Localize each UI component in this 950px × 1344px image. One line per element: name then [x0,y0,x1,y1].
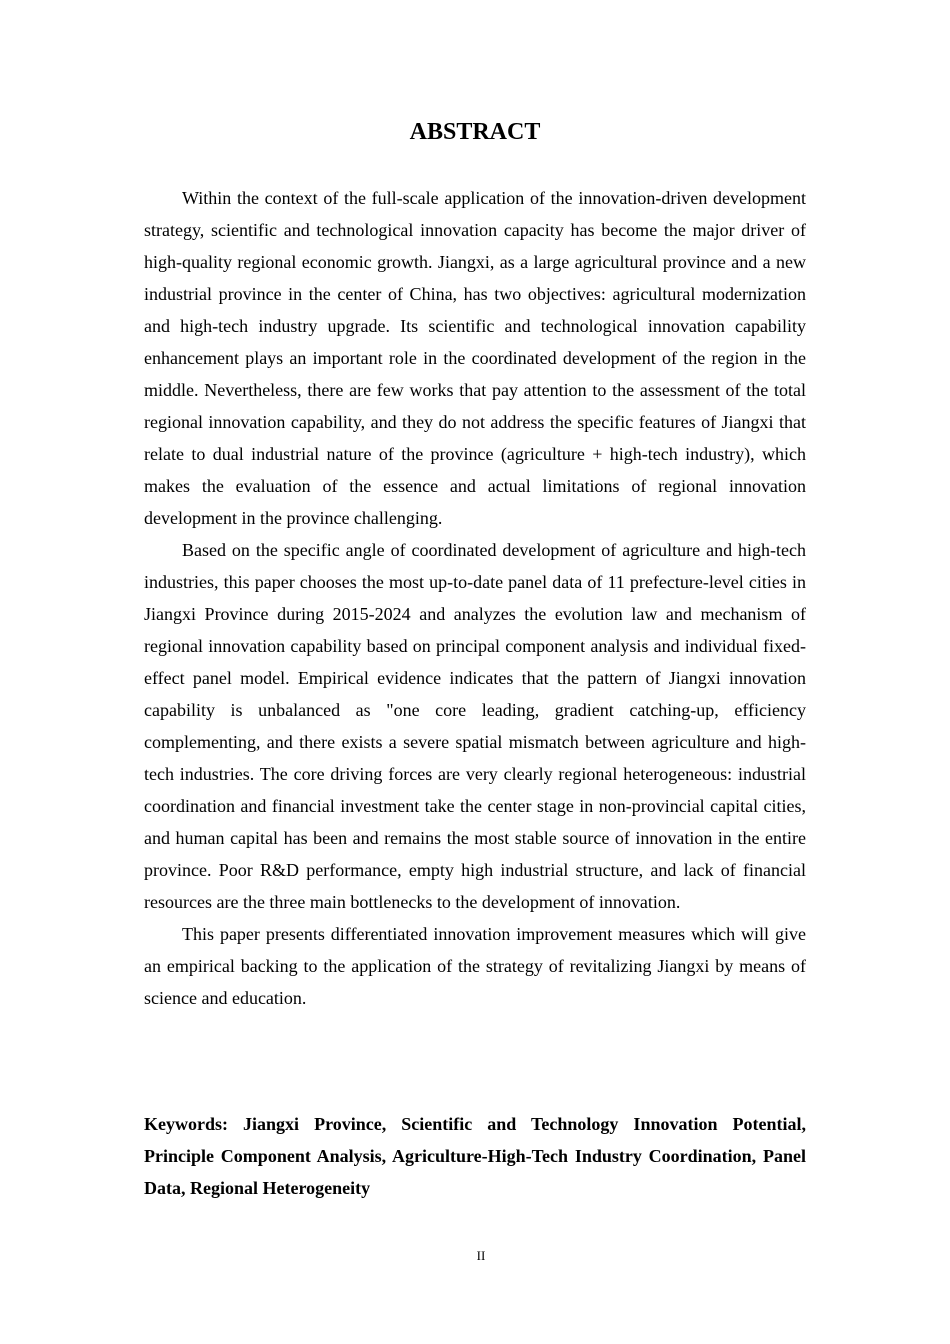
abstract-paragraph-3: This paper presents differentiated innovation improvement measures which will give an empirical backing to the application of the strategy of revitalizing Jiangxi by means of science and education. [144,924,806,1008]
abstract-paragraph-2: Based on the specific angle of coordinated development of agriculture and high-tech industries, this paper chooses the most up-to-date panel data of 11 prefecture-level cities in Jiangxi Province during 2015-2024 and analyzes the evolution law and mechanism of regional innovation capability based on principal component analysis and individual fixed-effect panel model. Empirical evidence indicates that the pattern of Jiangxi innovation capability is unbalanced as "one core leading, gradient catching-up, efficiency complementing, and there exists a severe spatial mismatch between agriculture and high-tech industries. The core driving forces are very clearly regional heterogeneous: industrial coordination and financial investment take the center stage in non-provincial capital cities, and human capital has been and remains the most stable source of innovation in the entire province. Poor R&D performance, empty high industrial structure, and lack of financial resources are the three main bottlenecks to the development of innovation. [144,540,806,912]
abstract-title: ABSTRACT [409,119,541,145]
abstract-body [144,182,806,1014]
page-number: II [476,1248,486,1263]
abstract-paragraph-1: Within the context of the full-scale application of the innovation-driven development strategy, scientific and technological innovation capacity has become the major driver of high-quality regional economic growth. Jiangxi, as a large agricultural province and a new industrial province in the center of China, has two objectives: agricultural modernization and high-tech industry upgrade. Its scientific and technological innovation capability enhancement plays an important role in the coordinated development of the region in the middle. Nevertheless, there are few works that pay attention to the assessment of the total regional innovation capability, and they do not address the specific features of Jiangxi that relate to dual industrial nature of the province (agriculture + high-tech industry), which makes the evaluation of the essence and actual limitations of regional innovation development in the province challenging. [144,188,806,528]
keywords-line: Keywords: Jiangxi Province, Scientific and Technology Innovation Potential, Principle Component Analysis, Agriculture-High-Tech Industry Coordination, Panel Data, Regional Heterogeneity [144,1114,806,1198]
